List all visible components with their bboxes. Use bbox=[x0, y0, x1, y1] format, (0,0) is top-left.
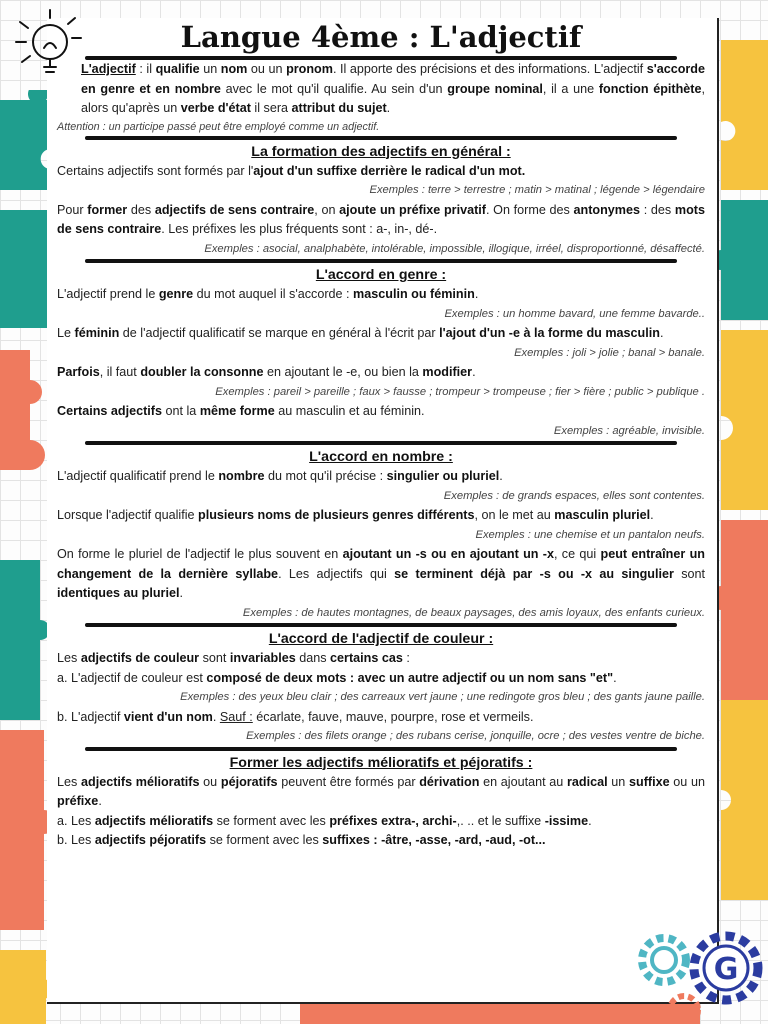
section-heading: La formation des adjectifs en général : bbox=[251, 143, 511, 160]
paragraph: Certains adjectifs sont formés par l'ajout d'un suffixe derrière le radical d'un mot. bbox=[57, 163, 526, 178]
paragraph: b. Les adjectifs péjoratifs se forment avec les suffixes : -âtre, -asse, -ard, -aud, -ot... bbox=[57, 833, 546, 847]
paragraph: Certains adjectifs ont la même forme au masculin et au féminin. bbox=[57, 404, 425, 418]
example-line: Exemples : joli > jolie ; banal > banale. bbox=[514, 346, 705, 359]
paragraph: Les adjectifs de couleur sont invariables dans certains cas : bbox=[57, 651, 410, 665]
paragraph: Le féminin de l'adjectif qualificatif se marque en général à l'écrit par l'ajout d'un -e à la forme du masculin. bbox=[57, 326, 664, 340]
paragraph: b. L'adjectif vient d'un nom. Sauf : écarlate, fauve, mauve, pourpre, rose et vermeils. bbox=[57, 709, 534, 724]
paragraph: Lorsque l'adjectif qualifie plusieurs noms de plusieurs genres différents, on le met au masculin pluriel. bbox=[57, 508, 654, 522]
section-heading: L'accord en genre : bbox=[315, 267, 447, 283]
intro-term: L'adjectif bbox=[81, 62, 136, 76]
section-heading: L'accord de l'adjectif de couleur : bbox=[268, 631, 494, 647]
example-line: Exemples : asocial, analphabète, intolérable, impossible, illogique, irréel, disproportionné, désaffecté. bbox=[204, 242, 705, 255]
section-divider bbox=[85, 136, 677, 140]
example-line: Exemples : de grands espaces, elles sont contentes. bbox=[443, 489, 705, 502]
section-heading: L'accord en nombre : bbox=[309, 449, 453, 465]
document-sheet bbox=[47, 18, 719, 1004]
example-line: Exemples : pareil > pareille ; faux > fausse ; trompeur > trompeuse ; fier > fière ; public > publique . bbox=[215, 385, 705, 398]
paragraph: L'adjectif qualificatif prend le nombre du mot qu'il précise : singulier ou pluriel. bbox=[57, 469, 503, 483]
paragraph: Pour former des adjectifs de sens contraire, on ajoute un préfixe privatif. On forme des antonymes : des mots de sens contraire. Les préfixes les plus fréquents sont : a-, in-, dé-. bbox=[57, 202, 705, 236]
paragraph: a. L'adjectif de couleur est composé de deux mots : avec un autre adjectif ou un nom sans "et". bbox=[57, 670, 617, 685]
paragraph: On forme le pluriel de l'adjectif le plus souvent en ajoutant un -s ou en ajoutant un -x, ce qui peut entraîner un changement de la dernière syllabe. Les adjectifs qui se terminent déjà par -s ou -x au singulier sont identiques au pluriel. bbox=[57, 547, 706, 600]
paragraph: a. Les adjectifs mélioratifs se forment avec les préfixes extra-, archi-,. .. et le suffixe -issime. bbox=[57, 813, 592, 828]
section-divider bbox=[85, 623, 677, 627]
section-heading: Former les adjectifs mélioratifs et péjoratifs : bbox=[229, 754, 533, 771]
intro-note: Attention : un participe passé peut être employé comme un adjectif. bbox=[57, 120, 380, 133]
gears-logo-letter: G bbox=[713, 952, 739, 987]
example-line: Exemples : des yeux bleu clair ; des carreaux vert jaune ; une redingote gros bleu ; des gants jaune paille. bbox=[180, 691, 705, 703]
puzzle-piece-icon bbox=[0, 210, 50, 330]
puzzle-piece-icon bbox=[0, 560, 50, 720]
section-divider bbox=[85, 441, 677, 445]
section-divider bbox=[85, 259, 677, 263]
gears-icon bbox=[634, 930, 768, 1024]
puzzle-piece-icon bbox=[715, 700, 768, 900]
puzzle-piece-icon bbox=[715, 330, 768, 510]
lightbulb-icon bbox=[8, 8, 86, 80]
paragraph: Les adjectifs mélioratifs ou péjoratifs peuvent être formés par dérivation en ajoutant au radical un suffixe ou un préfixe. bbox=[57, 774, 705, 808]
page-title: Langue 4ème : L'adjectif bbox=[180, 20, 582, 54]
puzzle-piece-icon bbox=[0, 730, 50, 930]
intro-section bbox=[57, 60, 705, 136]
example-line: Exemples : des filets orange ; des rubans cerise, jonquille, ocre ; des vestes ventre de biche. bbox=[246, 730, 705, 742]
example-line: Exemples : une chemise et un pantalon neufs. bbox=[475, 528, 705, 541]
paragraph: L'adjectif prend le genre du mot auquel il s'accorde : masculin ou féminin. bbox=[57, 287, 479, 301]
example-line: Exemples : agréable, invisible. bbox=[553, 424, 705, 437]
puzzle-piece-icon bbox=[715, 520, 768, 700]
puzzle-piece-icon bbox=[715, 200, 768, 320]
example-line: Exemples : de hautes montagnes, de beaux paysages, des amis loyaux, des enfants curieux. bbox=[242, 606, 705, 619]
intro-paragraph: L'adjectif : il qualifie un nom ou un pronom. Il apporte des précisions et des informations. L'adjectif s'accorde en genre et en nombre avec le mot qu'il qualifie. Au sein d'un groupe nominal, il a une fonction épithète, alors qu'après un verbe d'état il sera attribut du sujet. bbox=[81, 62, 706, 115]
puzzle-piece-icon bbox=[715, 40, 768, 200]
paragraph: Parfois, il faut doubler la consonne en ajoutant le -e, ou bien la modifier. bbox=[57, 365, 476, 379]
section-divider bbox=[85, 747, 677, 751]
example-line: Exemples : terre > terrestre ; matin > matinal ; légende > légendaire bbox=[369, 184, 705, 196]
example-line: Exemples : un homme bavard, une femme bavarde.. bbox=[444, 307, 705, 320]
puzzle-piece-icon bbox=[0, 340, 50, 480]
